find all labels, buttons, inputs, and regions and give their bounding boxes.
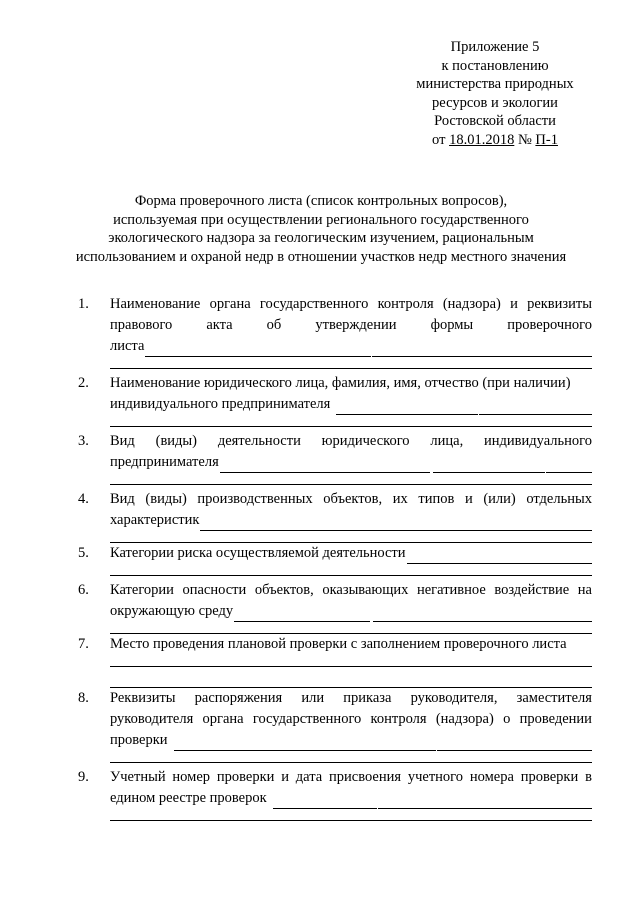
- item-word: в: [585, 769, 592, 785]
- item-text-line: [110, 730, 592, 751]
- item-word: учетного: [407, 769, 464, 785]
- item-text-line: [110, 510, 592, 531]
- appendix-block: [400, 38, 590, 150]
- item-number: 6.: [78, 582, 89, 598]
- item-word: индивидуального: [484, 433, 592, 449]
- item-word: (или): [483, 491, 516, 507]
- item-text-line: [110, 688, 592, 709]
- item-word: проверки: [216, 769, 275, 785]
- item-word: об: [266, 317, 282, 333]
- item-word: деятельности: [217, 433, 301, 449]
- answer-field[interactable]: [220, 457, 430, 473]
- item-word: дата: [295, 769, 323, 785]
- item-word: о: [503, 711, 511, 727]
- answer-line[interactable]: [110, 820, 592, 821]
- answer-field[interactable]: [336, 399, 478, 415]
- item-text: индивидуального предпринимателя: [110, 396, 331, 412]
- item-word: руководителя,: [410, 690, 498, 706]
- answer-line[interactable]: [110, 484, 592, 485]
- item-word: на: [577, 582, 592, 598]
- item-text-line: Наименование юридического лица, фамилия, имя, отчество (при наличии): [110, 375, 571, 391]
- item-text-line: [110, 336, 592, 357]
- item-text: характеристик: [110, 512, 200, 528]
- item-text: предпринимателя: [110, 454, 219, 470]
- item-word: лица,: [430, 433, 464, 449]
- item-word: проверки: [520, 769, 579, 785]
- item-word: правового: [110, 317, 173, 333]
- appendix-date-line: [400, 131, 590, 150]
- item-number: 3.: [78, 433, 89, 449]
- item-word: типов: [418, 491, 455, 507]
- item-word: руководителя: [110, 711, 194, 727]
- item-text-line: [110, 788, 592, 809]
- item-word: органа: [209, 296, 251, 312]
- answer-field[interactable]: [234, 606, 370, 622]
- item-text-line: [110, 294, 592, 315]
- item-word: опасности: [182, 582, 247, 598]
- item-word: распоряжения: [194, 690, 283, 706]
- form-title: [50, 192, 592, 266]
- answer-line[interactable]: [110, 426, 592, 427]
- answer-line[interactable]: [110, 762, 592, 763]
- appendix-line: к постановлению: [441, 57, 549, 74]
- item-word: Учетный: [110, 769, 166, 785]
- item-word: государственного: [252, 711, 362, 727]
- item-word: и: [281, 769, 289, 785]
- item-word: Вид: [110, 491, 135, 507]
- item-word: (надзора): [442, 296, 501, 312]
- answer-field[interactable]: [378, 793, 592, 809]
- item-text: листа: [110, 338, 145, 354]
- item-text-line: [110, 489, 592, 510]
- item-word: акта: [206, 317, 233, 333]
- answer-field[interactable]: [200, 515, 592, 531]
- answer-field[interactable]: [372, 341, 592, 357]
- item-word: государственного: [259, 296, 369, 312]
- answer-field[interactable]: [174, 735, 436, 751]
- item-word: органа: [202, 711, 244, 727]
- item-word: негативное: [416, 582, 486, 598]
- decree-number: П-1: [535, 131, 558, 148]
- item-word: их: [392, 491, 408, 507]
- item-word: (надзора): [435, 711, 494, 727]
- item-number: 7.: [78, 636, 89, 652]
- item-text: едином реестре проверок: [110, 790, 267, 806]
- answer-field[interactable]: [407, 548, 592, 564]
- appendix-line: министерства природных: [416, 76, 574, 93]
- item-text-line: [110, 431, 592, 452]
- item-word: номер: [172, 769, 211, 785]
- decree-date: 18.01.2018: [449, 131, 515, 148]
- item-word: формы: [430, 317, 474, 333]
- item-word: заместителя: [516, 690, 592, 706]
- item-word: (виды): [155, 433, 198, 449]
- item-word: присвоения: [329, 769, 402, 785]
- title-line: использованием и охраной недр в отношении участков недр местного значения: [75, 248, 567, 265]
- appendix-line: Ростовской области: [434, 113, 556, 130]
- item-number: 8.: [78, 690, 89, 706]
- answer-field[interactable]: [433, 457, 545, 473]
- answer-line[interactable]: [110, 575, 592, 576]
- item-text-line: [110, 452, 592, 473]
- answer-field[interactable]: [437, 735, 592, 751]
- answer-field[interactable]: [546, 457, 592, 473]
- item-word: номера: [469, 769, 514, 785]
- item-text: Категории риска осуществляемой деятельности: [110, 545, 406, 561]
- item-word: юридического: [321, 433, 410, 449]
- item-text-line: [110, 601, 592, 622]
- item-text-line: Место проведения плановой проверки с заполнением проверочного листа: [110, 636, 567, 652]
- item-word: приказа: [343, 690, 392, 706]
- item-number: 9.: [78, 769, 89, 785]
- item-text-line: [110, 580, 592, 601]
- item-text-line: [110, 709, 592, 730]
- item-word: проведении: [519, 711, 592, 727]
- item-word: проверочного: [507, 317, 592, 333]
- item-word: отдельных: [526, 491, 592, 507]
- item-word: объектов,: [254, 582, 314, 598]
- date-prefix: от: [432, 131, 450, 148]
- appendix-line: ресурсов и экологии: [432, 94, 558, 111]
- title-line: Форма проверочного листа (список контрольных вопросов),: [134, 193, 508, 209]
- item-word: контроля: [370, 711, 427, 727]
- item-word: и: [510, 296, 518, 312]
- title-line: используемая при осуществлении регионального государственного: [113, 211, 529, 228]
- answer-line[interactable]: [110, 666, 592, 667]
- appendix-line: Приложение 5: [450, 39, 540, 55]
- item-word: Вид: [110, 433, 135, 449]
- item-word: и: [464, 491, 473, 507]
- item-text-line: [110, 543, 592, 564]
- title-line: экологического надзора за геологическим изучением, рациональным: [108, 230, 534, 247]
- item-word: объектов,: [323, 491, 383, 507]
- item-word: Наименование: [110, 296, 201, 312]
- item-number: 4.: [78, 491, 89, 507]
- answer-field[interactable]: [479, 399, 592, 415]
- item-text-line: [110, 767, 592, 788]
- item-word: (виды): [145, 491, 187, 507]
- answer-field[interactable]: [273, 793, 377, 809]
- number-sign: №: [514, 131, 536, 148]
- answer-field[interactable]: [373, 606, 592, 622]
- item-word: оказывающих: [322, 582, 409, 598]
- item-text-line: [110, 315, 592, 336]
- item-text: окружающую среду: [110, 603, 234, 619]
- item-word: контроля: [377, 296, 434, 312]
- answer-field[interactable]: [145, 341, 371, 357]
- item-number: 1.: [78, 296, 89, 312]
- item-text: проверки: [110, 732, 168, 748]
- item-word: Категории: [110, 582, 174, 598]
- item-word: или: [301, 690, 325, 706]
- item-word: реквизиты: [527, 296, 592, 312]
- answer-line[interactable]: [110, 368, 592, 369]
- item-word: воздействие: [494, 582, 570, 598]
- item-number: 5.: [78, 545, 89, 561]
- item-word: производственных: [197, 491, 313, 507]
- item-word: утверждении: [315, 317, 397, 333]
- item-text-line: [110, 394, 592, 415]
- item-word: Реквизиты: [110, 690, 176, 706]
- item-number: 2.: [78, 375, 89, 391]
